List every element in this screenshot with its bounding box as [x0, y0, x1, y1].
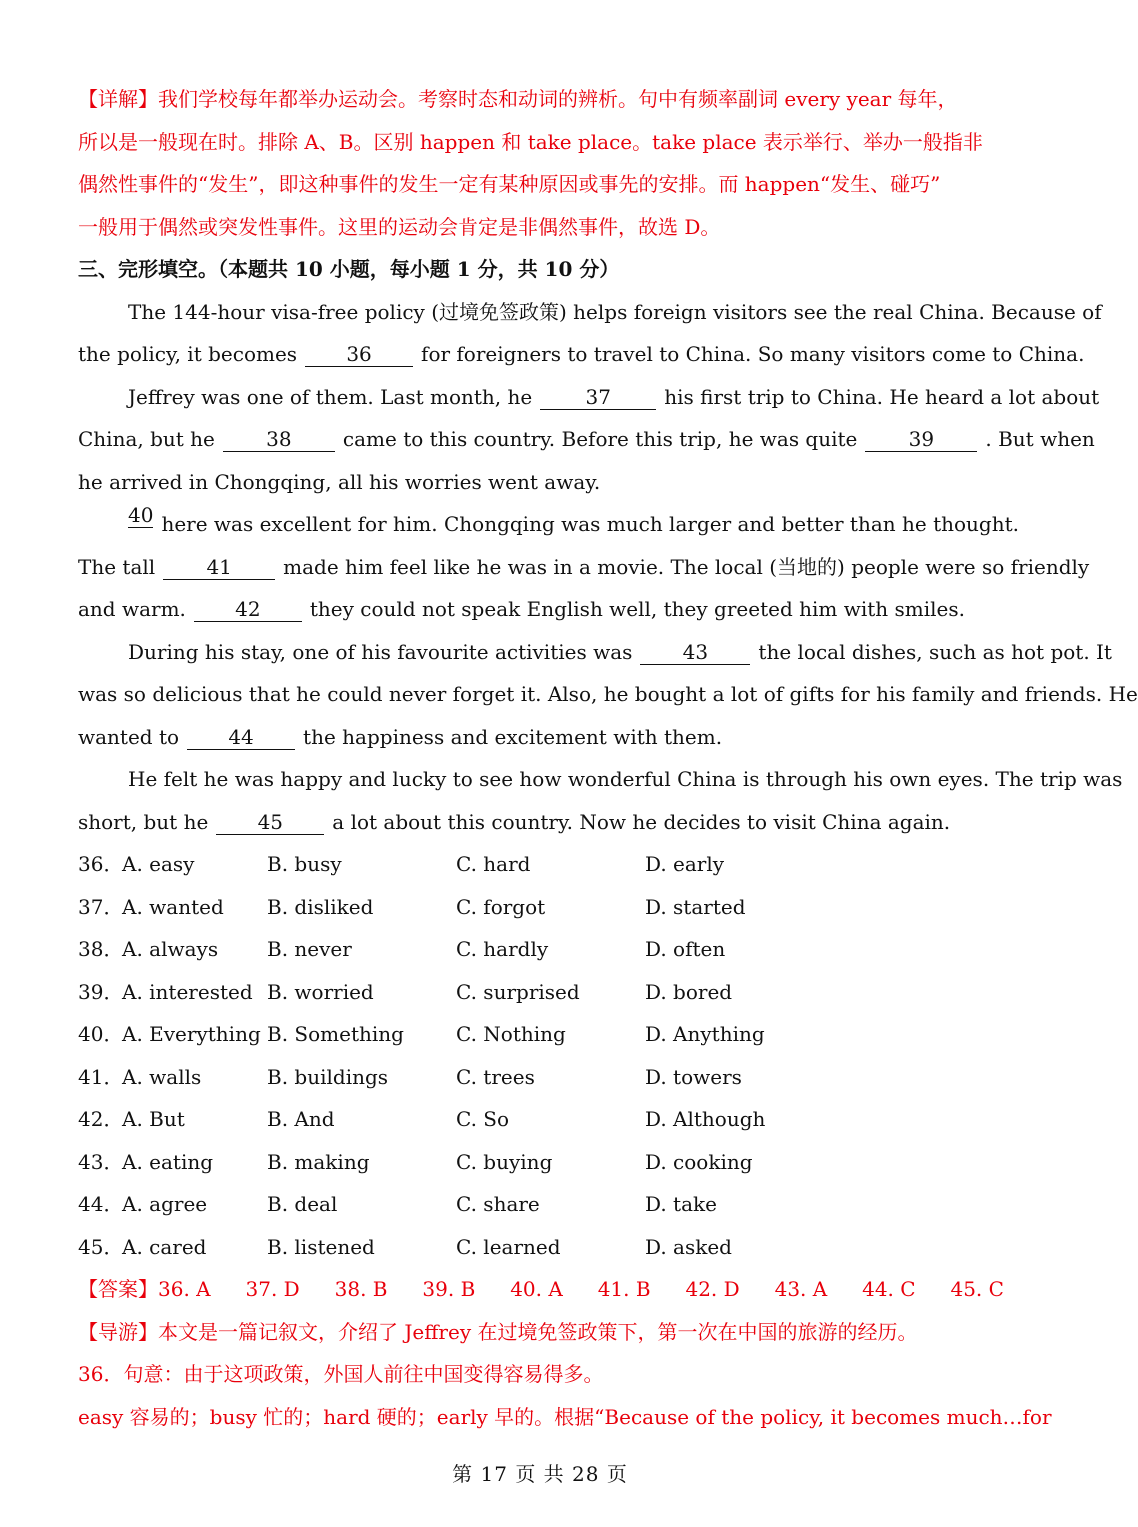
answer-item: 45. C: [950, 1277, 1004, 1301]
passage-text: made him feel like he was in a movie. The local (当地的) people were so friendly: [283, 554, 1090, 579]
passage-line: [78, 333, 1085, 376]
blank-36[interactable]: 36: [305, 342, 413, 367]
question-number: 41．: [78, 1064, 124, 1089]
option-c[interactable]: C. Nothing: [456, 1022, 566, 1046]
question-row: [78, 971, 1004, 1014]
option-c[interactable]: C. share: [456, 1192, 540, 1216]
q36-explanation: easy 容易的；busy 忙的；hard 硬的；early 早的。根据“Because of the policy, it becomes much…for: [78, 1404, 1052, 1429]
blank-44[interactable]: 44: [187, 725, 295, 750]
option-d[interactable]: D. bored: [645, 979, 733, 1004]
q36-meaning: 36．句意：由于这项政策，外国人前往中国变得容易得多。: [78, 1362, 604, 1386]
option-c[interactable]: C. surprised: [456, 979, 580, 1004]
guide-text: 【导游】本文是一篇记叙文，介绍了 Jeffrey 在过境免签政策下，第一次在中国的旅游的经历。: [78, 1319, 918, 1344]
answer-item: 38. B: [334, 1277, 388, 1301]
question-number: 38．: [78, 937, 124, 961]
question-list: [78, 843, 1004, 1268]
option-d[interactable]: D. started: [645, 894, 746, 919]
passage-text: and warm.: [78, 597, 186, 621]
question-number: 43．: [78, 1149, 124, 1174]
passage-line: [78, 546, 1090, 589]
option-a[interactable]: A. always: [122, 937, 219, 961]
passage-line: was so delicious that he could never forget it. Also, he bought a lot of gifts for his family and friends. He: [78, 682, 1138, 706]
detail-line: 偶然性事件的“发生”，即这种事件的发生一定有某种原因或事先的安排。而 happen“发生、碰巧”: [78, 172, 941, 196]
option-a[interactable]: A. But: [122, 1107, 185, 1131]
option-c[interactable]: C. So: [456, 1107, 510, 1131]
question-row: [78, 1056, 1004, 1099]
question-number: 42．: [78, 1107, 124, 1131]
passage-text: came to this country. Before this trip, he was quite: [342, 427, 858, 451]
section-heading: 三、完形填空。（本题共 10 小题，每小题 1 分，共 10 分）: [78, 257, 620, 281]
passage-line: He felt he was happy and lucky to see how wonderful China is through his own eyes. The trip was: [128, 767, 1123, 791]
passage-text: here was excellent for him. Chongqing was much larger and better than he thought.: [161, 512, 1020, 536]
passage-line: [78, 588, 1004, 631]
option-b[interactable]: B. And: [267, 1107, 335, 1131]
option-d[interactable]: D. Anything: [645, 1022, 765, 1046]
question-row: [78, 1013, 1004, 1056]
passage-text: Jeffrey was one of them. Last month, he: [128, 384, 533, 409]
option-a[interactable]: A. easy: [122, 852, 195, 876]
passage-text: China, but he: [78, 427, 215, 451]
option-d[interactable]: D. early: [645, 852, 725, 876]
blank-45[interactable]: 45: [216, 810, 324, 835]
question-row: [78, 1141, 1004, 1184]
answer-item: 41. B: [597, 1277, 651, 1301]
option-b[interactable]: B. buildings: [267, 1064, 389, 1089]
option-d[interactable]: D. cooking: [645, 1149, 753, 1174]
option-c[interactable]: C. trees: [456, 1064, 535, 1089]
passage-line: he arrived in Chongqing, all his worries went away.: [78, 469, 601, 494]
passage-text: the happiness and excitement with them.: [303, 724, 723, 749]
question-row: [78, 1226, 1004, 1269]
answer-item: 36. A: [158, 1277, 211, 1301]
option-a[interactable]: A. Everything: [122, 1022, 261, 1046]
answer-item: 37. D: [245, 1277, 300, 1301]
passage-text: the policy, it becomes: [78, 342, 298, 366]
passage-text: wanted to: [78, 724, 180, 749]
option-d[interactable]: D. Although: [645, 1107, 766, 1131]
passage-text: they could not speak English well, they greeted him with smiles.: [309, 597, 965, 621]
answer-item: 40. A: [510, 1277, 563, 1301]
option-d[interactable]: D. often: [645, 937, 726, 961]
option-b[interactable]: B. worried: [267, 979, 374, 1004]
option-a[interactable]: A. wanted: [122, 894, 224, 919]
question-number: 36．: [78, 852, 124, 876]
answer-item: 39. B: [422, 1277, 476, 1301]
question-row: [78, 928, 1004, 971]
option-b[interactable]: B. making: [267, 1149, 370, 1174]
passage-text: The tall: [78, 554, 156, 579]
question-number: 39．: [78, 979, 124, 1004]
passage-text: During his stay, one of his favourite activities was: [128, 639, 633, 664]
blank-41[interactable]: 41: [163, 555, 275, 580]
blank-39[interactable]: 39: [865, 427, 977, 452]
blank-38[interactable]: 38: [223, 427, 335, 452]
answer-key: [78, 1268, 1004, 1311]
answer-item: 44. C: [862, 1277, 916, 1301]
blank-40[interactable]: 40: [128, 503, 154, 527]
blank-37[interactable]: 37: [540, 385, 656, 410]
option-d[interactable]: D. asked: [645, 1234, 732, 1259]
option-d[interactable]: D. take: [645, 1192, 717, 1216]
blank-42[interactable]: 42: [194, 597, 302, 622]
option-c[interactable]: C. hardly: [456, 937, 549, 961]
passage-text: the local dishes, such as hot pot. It: [758, 639, 1112, 664]
question-number: 44．: [78, 1192, 124, 1216]
option-b[interactable]: B. listened: [267, 1234, 375, 1259]
question-number: 45．: [78, 1234, 124, 1259]
option-a[interactable]: A. agree: [122, 1192, 208, 1216]
option-c[interactable]: C. learned: [456, 1234, 561, 1259]
passage-line: [78, 376, 1100, 419]
question-row: [78, 886, 1004, 929]
option-b[interactable]: B. never: [267, 937, 352, 961]
cloze-passage: [78, 291, 1138, 844]
option-a[interactable]: A. interested: [122, 979, 253, 1004]
answer-item: 42. D: [685, 1277, 740, 1301]
option-a[interactable]: A. walls: [122, 1064, 202, 1089]
question-row: [78, 1183, 1004, 1226]
page-footer: 第 17 页 共 28 页: [452, 1462, 628, 1486]
question-number: 37．: [78, 894, 124, 919]
option-b[interactable]: B. Something: [267, 1022, 404, 1046]
detail-line: 【详解】我们学校每年都举办运动会。考察时态和动词的辨析。句中有频率副词 every year 每年，: [78, 87, 958, 111]
passage-text: for foreigners to travel to China. So many visitors come to China.: [421, 342, 1085, 366]
option-b[interactable]: B. disliked: [267, 894, 374, 919]
passage-line: The 144-hour visa-free policy (过境免签政策) helps foreign visitors see the real China. Because of: [128, 299, 1102, 324]
passage-line: [78, 631, 1112, 674]
option-b[interactable]: B. busy: [267, 852, 342, 876]
blank-43[interactable]: 43: [640, 640, 750, 665]
answer-label: 【答案】: [78, 1277, 158, 1301]
passage-line: [78, 418, 1095, 461]
option-c[interactable]: C. forgot: [456, 894, 546, 919]
passage-text: . But when: [985, 427, 1095, 451]
detail-explanation: [78, 78, 1004, 248]
passage-text: a lot about this country. Now he decides to visit China again.: [332, 809, 951, 834]
option-b[interactable]: B. deal: [267, 1192, 338, 1216]
option-d[interactable]: D. towers: [645, 1064, 742, 1089]
detail-line: 所以是一般现在时。排除 A、B。区别 happen 和 take place。take place 表示举行、举办一般指非: [78, 129, 983, 154]
option-a[interactable]: A. eating: [122, 1149, 214, 1174]
option-a[interactable]: A. cared: [122, 1234, 207, 1259]
answer-item: 43. A: [774, 1277, 828, 1301]
question-row: [78, 843, 1004, 886]
passage-text: his first trip to China. He heard a lot about: [664, 384, 1100, 409]
question-row: [78, 1098, 1004, 1141]
detail-line: 一般用于偶然或突发性事件。这里的运动会肯定是非偶然事件，故选 D。: [78, 214, 721, 239]
passage-text: short, but he: [78, 809, 209, 834]
passage-line: [78, 716, 1004, 759]
question-number: 40．: [78, 1022, 124, 1046]
document-page: [78, 78, 1138, 1438]
option-c[interactable]: C. buying: [456, 1149, 553, 1174]
option-c[interactable]: C. hard: [456, 852, 531, 876]
passage-line: [78, 503, 1020, 546]
passage-line: [78, 801, 1004, 844]
